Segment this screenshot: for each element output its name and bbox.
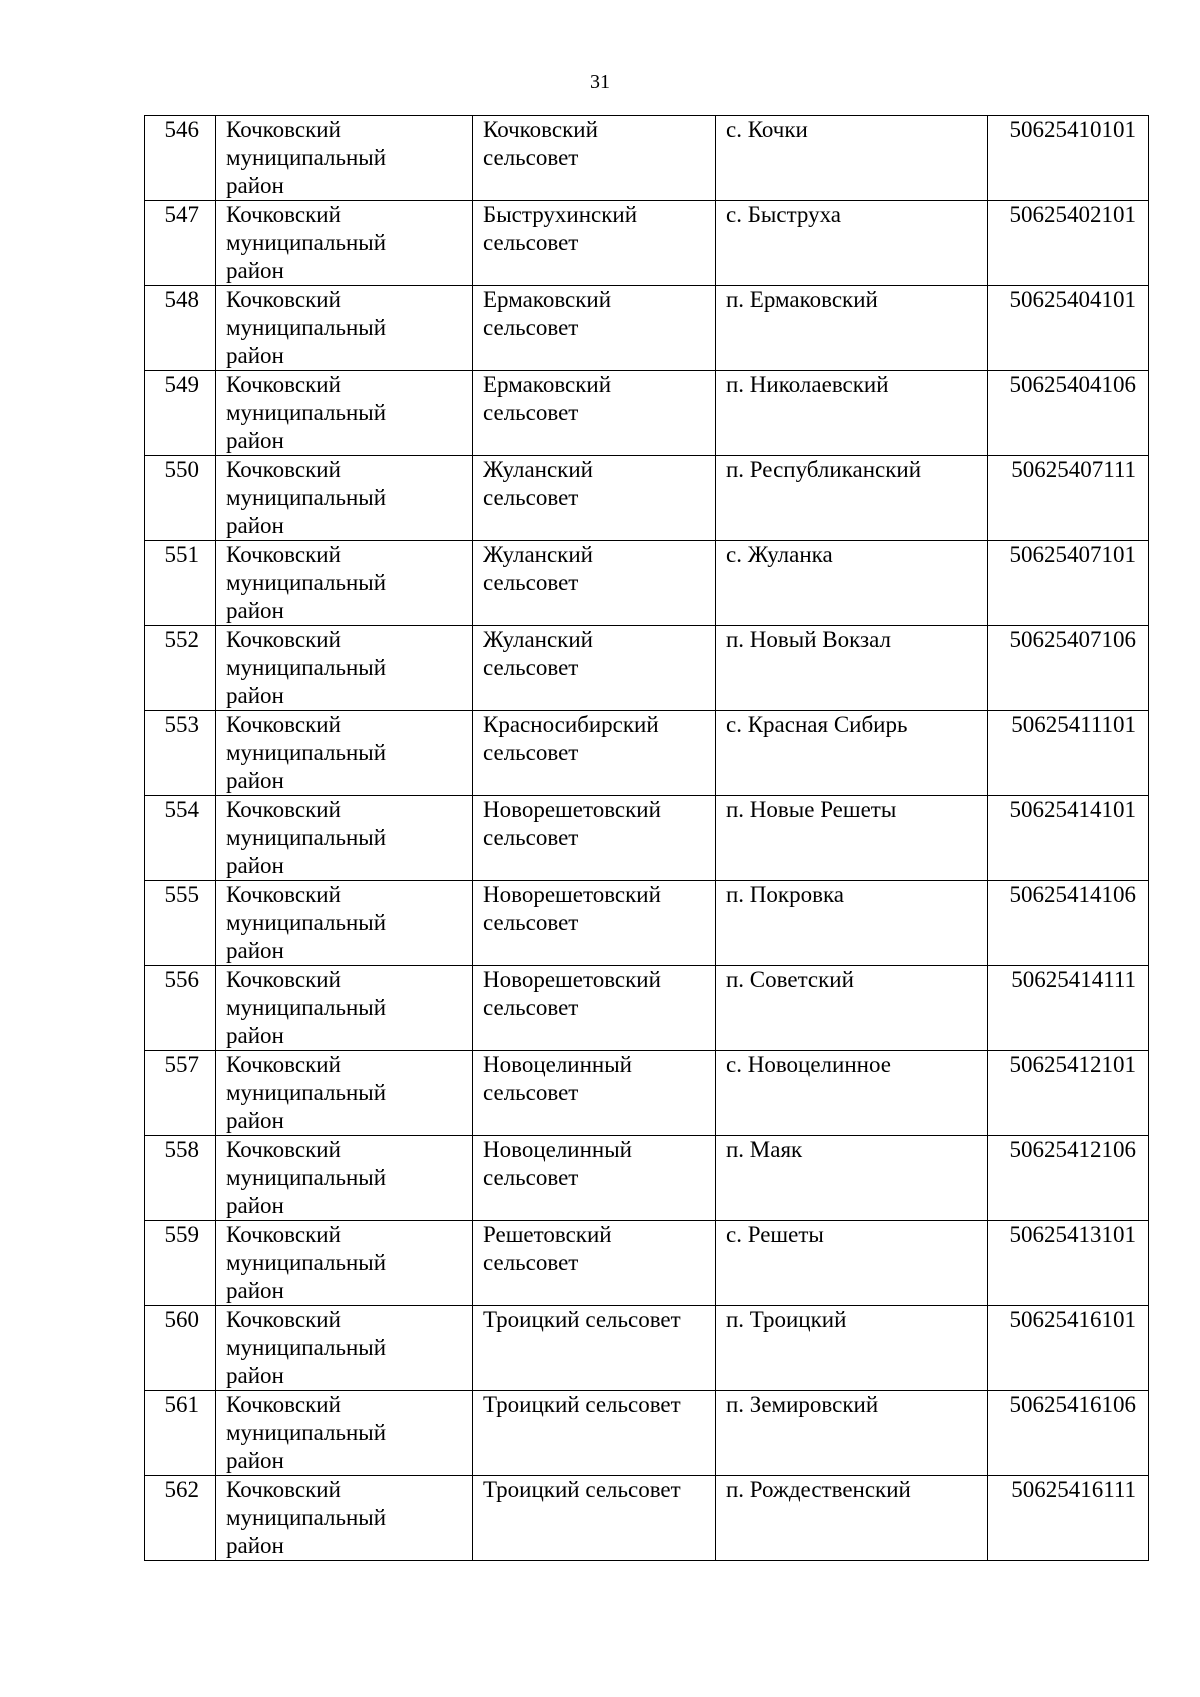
table-row — [145, 881, 1149, 966]
district-cell: Кочковский муниципальный район — [216, 1306, 473, 1391]
council-cell: Новорешетовский сельсовет — [473, 796, 716, 881]
table-row — [145, 116, 1149, 201]
council-cell: Новорешетовский сельсовет — [473, 881, 716, 966]
table-row — [145, 711, 1149, 796]
district-cell: Кочковский муниципальный район — [216, 1221, 473, 1306]
row-number-cell: 547 — [145, 201, 216, 286]
council-cell: Быструхинский сельсовет — [473, 201, 716, 286]
code-cell: 50625407101 — [988, 541, 1149, 626]
code-cell: 50625412101 — [988, 1051, 1149, 1136]
table-row — [145, 796, 1149, 881]
district-cell: Кочковский муниципальный район — [216, 456, 473, 541]
council-cell: Ермаковский сельсовет — [473, 286, 716, 371]
table-body — [145, 116, 1149, 1561]
code-cell: 50625407106 — [988, 626, 1149, 711]
code-cell: 50625404106 — [988, 371, 1149, 456]
code-cell: 50625416101 — [988, 1306, 1149, 1391]
settlement-cell: п. Покровка — [716, 881, 988, 966]
code-cell: 50625402101 — [988, 201, 1149, 286]
settlement-cell: п. Советский — [716, 966, 988, 1051]
district-cell: Кочковский муниципальный район — [216, 371, 473, 456]
code-cell: 50625411101 — [988, 711, 1149, 796]
council-cell: Новорешетовский сельсовет — [473, 966, 716, 1051]
district-cell: Кочковский муниципальный район — [216, 286, 473, 371]
settlements-table — [144, 115, 1149, 1561]
council-cell: Новоцелинный сельсовет — [473, 1051, 716, 1136]
district-cell: Кочковский муниципальный район — [216, 796, 473, 881]
district-cell: Кочковский муниципальный район — [216, 711, 473, 796]
row-number-cell: 560 — [145, 1306, 216, 1391]
row-number-cell: 550 — [145, 456, 216, 541]
row-number-cell: 556 — [145, 966, 216, 1051]
council-cell: Жуланский сельсовет — [473, 626, 716, 711]
code-cell: 50625416111 — [988, 1476, 1149, 1561]
district-cell: Кочковский муниципальный район — [216, 1136, 473, 1221]
district-cell: Кочковский муниципальный район — [216, 541, 473, 626]
row-number-cell: 549 — [145, 371, 216, 456]
settlement-cell: с. Жуланка — [716, 541, 988, 626]
council-cell: Новоцелинный сельсовет — [473, 1136, 716, 1221]
code-cell: 50625414101 — [988, 796, 1149, 881]
table-row — [145, 456, 1149, 541]
settlement-cell: с. Кочки — [716, 116, 988, 201]
row-number-cell: 551 — [145, 541, 216, 626]
table-row — [145, 626, 1149, 711]
row-number-cell: 562 — [145, 1476, 216, 1561]
table-row — [145, 286, 1149, 371]
settlement-cell: с. Быструха — [716, 201, 988, 286]
code-cell: 50625404101 — [988, 286, 1149, 371]
table-row — [145, 966, 1149, 1051]
code-cell: 50625412106 — [988, 1136, 1149, 1221]
district-cell: Кочковский муниципальный район — [216, 1476, 473, 1561]
settlement-cell: п. Новые Решеты — [716, 796, 988, 881]
row-number-cell: 554 — [145, 796, 216, 881]
table-row — [145, 541, 1149, 626]
district-cell: Кочковский муниципальный район — [216, 881, 473, 966]
row-number-cell: 552 — [145, 626, 216, 711]
page-number: 31 — [590, 71, 610, 93]
row-number-cell: 546 — [145, 116, 216, 201]
council-cell: Троицкий сельсовет — [473, 1306, 716, 1391]
settlement-cell: с. Решеты — [716, 1221, 988, 1306]
code-cell: 50625407111 — [988, 456, 1149, 541]
settlement-cell: с. Новоцелинное — [716, 1051, 988, 1136]
settlement-cell: п. Новый Вокзал — [716, 626, 988, 711]
council-cell: Красносибирский сельсовет — [473, 711, 716, 796]
council-cell: Жуланский сельсовет — [473, 541, 716, 626]
table-row — [145, 1306, 1149, 1391]
row-number-cell: 553 — [145, 711, 216, 796]
table-row — [145, 1476, 1149, 1561]
district-cell: Кочковский муниципальный район — [216, 966, 473, 1051]
code-cell: 50625413101 — [988, 1221, 1149, 1306]
council-cell: Ермаковский сельсовет — [473, 371, 716, 456]
district-cell: Кочковский муниципальный район — [216, 626, 473, 711]
code-cell: 50625410101 — [988, 116, 1149, 201]
table-row — [145, 1051, 1149, 1136]
council-cell: Кочковский сельсовет — [473, 116, 716, 201]
table-row — [145, 371, 1149, 456]
settlement-cell: п. Троицкий — [716, 1306, 988, 1391]
council-cell: Жуланский сельсовет — [473, 456, 716, 541]
settlement-cell: с. Красная Сибирь — [716, 711, 988, 796]
settlement-cell: п. Ермаковский — [716, 286, 988, 371]
district-cell: Кочковский муниципальный район — [216, 1051, 473, 1136]
settlement-cell: п. Николаевский — [716, 371, 988, 456]
table-row — [145, 201, 1149, 286]
code-cell: 50625416106 — [988, 1391, 1149, 1476]
council-cell: Троицкий сельсовет — [473, 1391, 716, 1476]
table-row — [145, 1221, 1149, 1306]
settlement-cell: п. Рождественский — [716, 1476, 988, 1561]
code-cell: 50625414106 — [988, 881, 1149, 966]
row-number-cell: 559 — [145, 1221, 216, 1306]
code-cell: 50625414111 — [988, 966, 1149, 1051]
settlement-cell: п. Земировский — [716, 1391, 988, 1476]
settlement-cell: п. Маяк — [716, 1136, 988, 1221]
district-cell: Кочковский муниципальный район — [216, 201, 473, 286]
row-number-cell: 558 — [145, 1136, 216, 1221]
row-number-cell: 561 — [145, 1391, 216, 1476]
table-row — [145, 1136, 1149, 1221]
table-row — [145, 1391, 1149, 1476]
row-number-cell: 557 — [145, 1051, 216, 1136]
row-number-cell: 548 — [145, 286, 216, 371]
settlement-cell: п. Республиканский — [716, 456, 988, 541]
council-cell: Решетовский сельсовет — [473, 1221, 716, 1306]
district-cell: Кочковский муниципальный район — [216, 1391, 473, 1476]
row-number-cell: 555 — [145, 881, 216, 966]
council-cell: Троицкий сельсовет — [473, 1476, 716, 1561]
district-cell: Кочковский муниципальный район — [216, 116, 473, 201]
